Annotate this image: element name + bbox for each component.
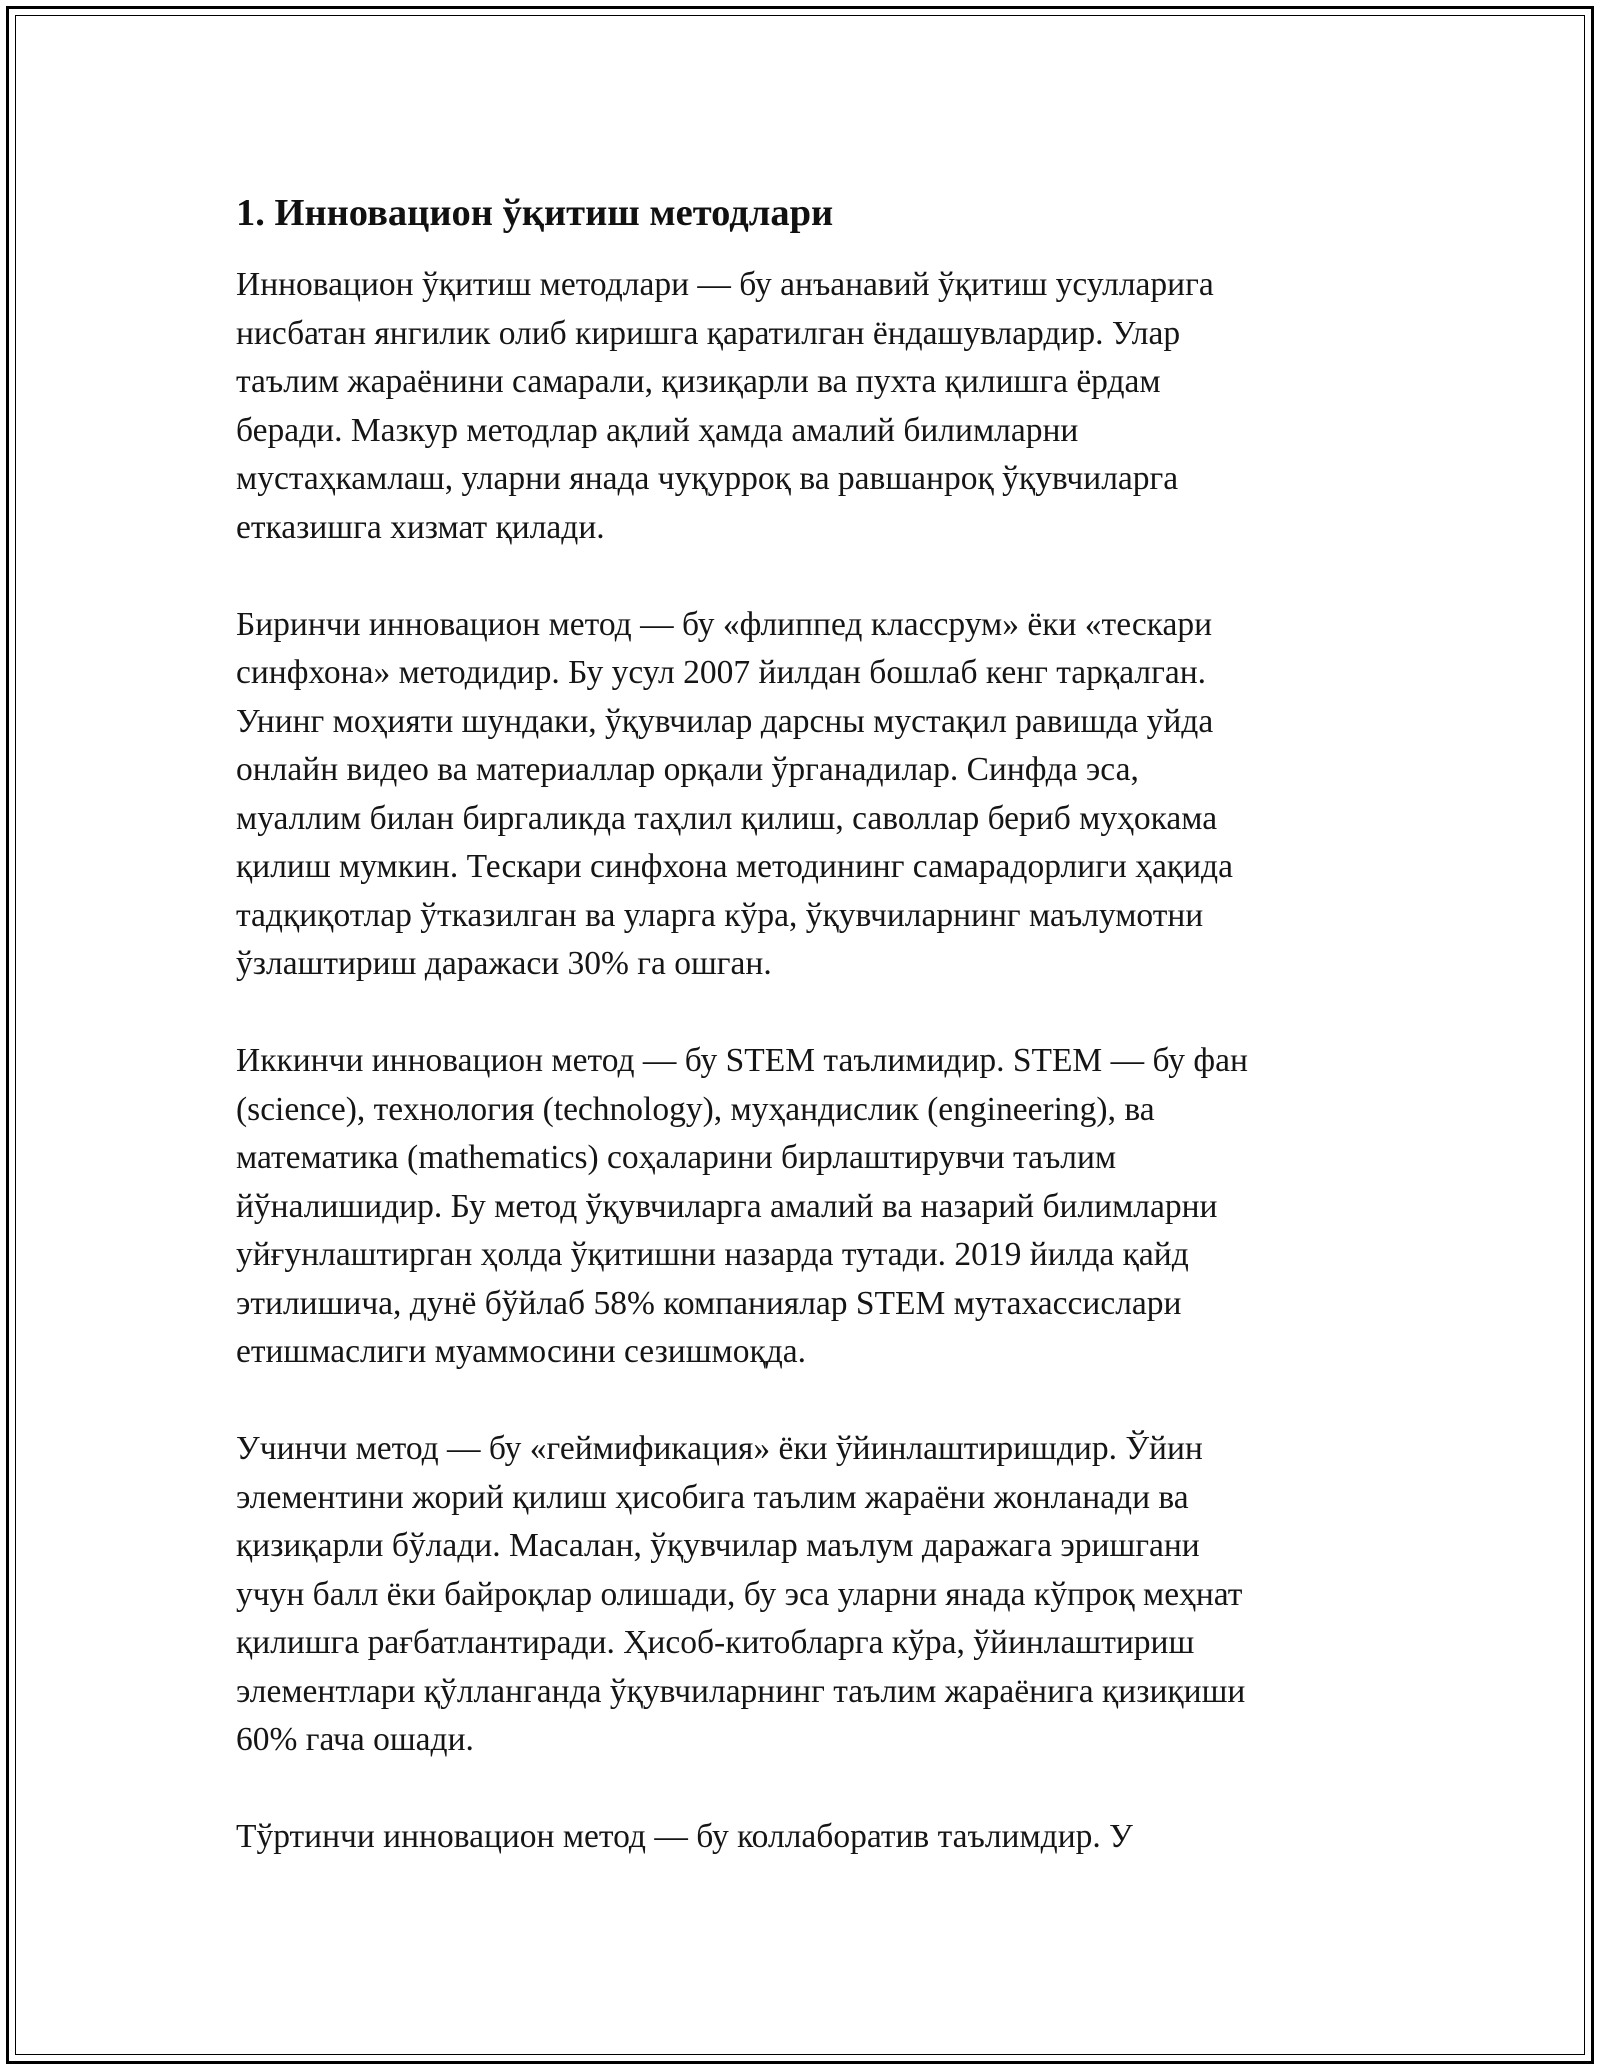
text-line: Биринчи инновацион метод — бу «флиппед классрум» ёки «тескари	[236, 605, 1213, 643]
text-line: элементини жорий қилиш ҳисобига таълим жараёни жонланади ва	[236, 1478, 1189, 1516]
text-line: тадқиқотлар ўтказилган ва уларга кўра, ўқувчиларнинг маълумотни	[236, 896, 1204, 934]
text-line: (science), технология (technology), муҳандислик (engineering), ва	[236, 1090, 1155, 1128]
paragraph-stem	[236, 1037, 1376, 1377]
section-heading: 1. Инновацион ўқитиш методлари	[236, 192, 834, 234]
text-line: етишмаслиги муаммосини сезишмоқда.	[236, 1333, 807, 1370]
text-line: қизиқарли бўлади. Масалан, ўқувчилар маълум даражага эришгани	[236, 1527, 1200, 1564]
text-line: элементлари қўлланганда ўқувчиларнинг таълим жараёнига қизиқиши	[236, 1672, 1246, 1710]
document-body	[236, 185, 1376, 1910]
text-line: этилишича, дунё бўйлаб 58% компаниялар STEM мутахассислари	[236, 1284, 1182, 1322]
text-line: қилишга рағбатлантиради. Ҳисоб-китобларга кўра, ўйинлаштириш	[236, 1624, 1195, 1661]
text-line: синфхона» методидир. Бу усул 2007 йилдан бошлаб кенг тарқалган.	[236, 654, 1206, 691]
text-line: етказишга хизмат қилади.	[236, 508, 605, 546]
text-line: ўзлаштириш даражаси 30% га ошган.	[236, 945, 772, 982]
paragraph-gamification	[236, 1425, 1376, 1765]
text-line: математика (mathematics) соҳаларини бирлаштирувчи таълим	[236, 1139, 1117, 1176]
text-line: таълим жараёнини самарали, қизиқарли ва пухта қилишга ёрдам	[236, 363, 1161, 400]
text-line: Иккинчи инновацион метод — бу STEM таълимидир. STEM — бу фан	[236, 1042, 1248, 1079]
text-line: учун балл ёки байроқлар олишади, бу эса уларни янада кўпроқ меҳнат	[236, 1575, 1243, 1613]
text-line: мустаҳкамлаш, уларни янада чуқурроқ ва равшанроқ ўқувчиларга	[236, 460, 1179, 497]
text-line: нисбатан янгилик олиб киришга қаратилган ёндашувлардир. Улар	[236, 314, 1181, 352]
paragraph-flipped-classroom	[236, 601, 1376, 989]
text-line: беради. Мазкур методлар ақлий ҳамда амалий билимларни	[236, 411, 1079, 449]
text-line: Тўртинчи инновацион метод — бу коллаборатив таълимдир. У	[236, 1818, 1133, 1855]
text-line: йўналишидир. Бу метод ўқувчиларга амалий ва назарий билимларни	[236, 1187, 1218, 1225]
text-line: 60% гача ошади.	[236, 1721, 474, 1758]
text-line: Инновацион ўқитиш методлари — бу анъанавий ўқитиш усулларига	[236, 266, 1214, 303]
text-line: Унинг моҳияти шундаки, ўқувчилар дарсны мустақил равишда уйда	[236, 702, 1214, 740]
text-line: онлайн видео ва материаллар орқали ўрганадилар. Синфда эса,	[236, 751, 1139, 788]
paragraph-intro	[236, 261, 1376, 552]
text-line: қилиш мумкин. Тескари синфхона методининг самарадорлиги ҳақида	[236, 848, 1233, 885]
text-line: Учинчи метод — бу «геймификация» ёки ўйинлаштиришдир. Ўйин	[236, 1430, 1203, 1467]
text-line: уйғунлаштирган ҳолда ўқитишни назарда тутади. 2019 йилда қайд	[236, 1236, 1189, 1273]
paragraph-collaborative	[236, 1813, 1376, 1862]
text-line: муаллим билан биргаликда таҳлил қилиш, саволлар бериб муҳокама	[236, 799, 1218, 837]
